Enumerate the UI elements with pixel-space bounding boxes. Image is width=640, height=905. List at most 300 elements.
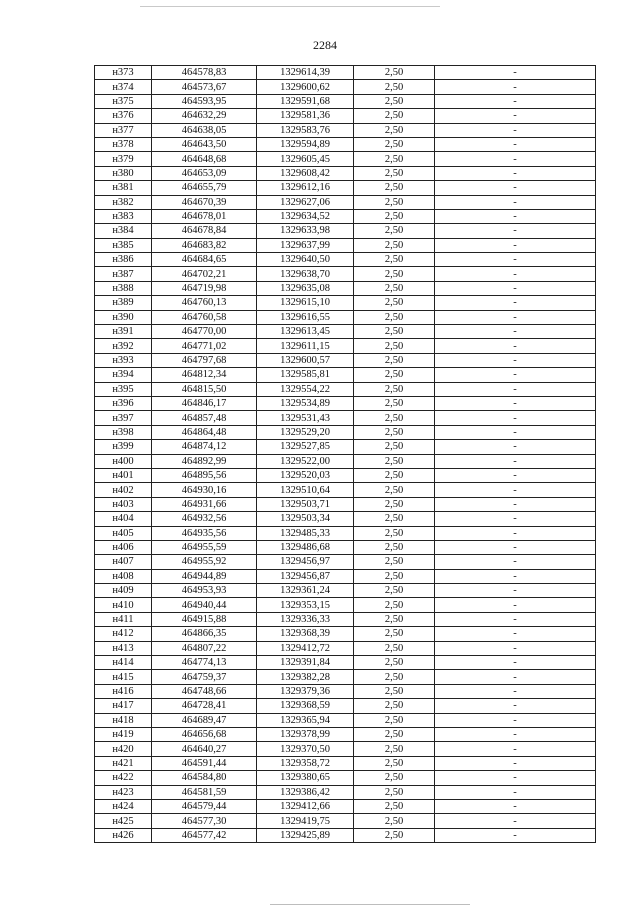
note-cell: - bbox=[435, 253, 596, 267]
table-row bbox=[95, 411, 596, 425]
note-cell: - bbox=[435, 526, 596, 540]
note-cell: - bbox=[435, 713, 596, 727]
note-cell: - bbox=[435, 195, 596, 209]
table-row bbox=[95, 396, 596, 410]
note-cell: - bbox=[435, 569, 596, 583]
y-coordinate-cell: 1329522,00 bbox=[257, 454, 354, 468]
table-row bbox=[95, 799, 596, 813]
table-row bbox=[95, 368, 596, 382]
y-coordinate-cell: 1329600,62 bbox=[257, 80, 354, 94]
x-coordinate-cell: 464812,34 bbox=[152, 368, 257, 382]
precision-cell: 2,50 bbox=[354, 540, 435, 554]
note-cell: - bbox=[435, 540, 596, 554]
point-id-cell: н384 bbox=[95, 224, 152, 238]
table-row bbox=[95, 771, 596, 785]
point-id-cell: н414 bbox=[95, 656, 152, 670]
point-id-cell: н394 bbox=[95, 368, 152, 382]
point-id-cell: н397 bbox=[95, 411, 152, 425]
y-coordinate-cell: 1329380,65 bbox=[257, 771, 354, 785]
y-coordinate-cell: 1329391,84 bbox=[257, 656, 354, 670]
y-coordinate-cell: 1329353,15 bbox=[257, 598, 354, 612]
table-row bbox=[95, 785, 596, 799]
table-row bbox=[95, 569, 596, 583]
precision-cell: 2,50 bbox=[354, 368, 435, 382]
note-cell: - bbox=[435, 166, 596, 180]
table-row bbox=[95, 713, 596, 727]
note-cell: - bbox=[435, 109, 596, 123]
precision-cell: 2,50 bbox=[354, 296, 435, 310]
table-row bbox=[95, 727, 596, 741]
table-row bbox=[95, 181, 596, 195]
table-row bbox=[95, 80, 596, 94]
x-coordinate-cell: 464579,44 bbox=[152, 799, 257, 813]
precision-cell: 2,50 bbox=[354, 814, 435, 828]
precision-cell: 2,50 bbox=[354, 94, 435, 108]
precision-cell: 2,50 bbox=[354, 267, 435, 281]
x-coordinate-cell: 464857,48 bbox=[152, 411, 257, 425]
precision-cell: 2,50 bbox=[354, 627, 435, 641]
precision-cell: 2,50 bbox=[354, 569, 435, 583]
point-id-cell: н373 bbox=[95, 66, 152, 80]
y-coordinate-cell: 1329534,89 bbox=[257, 396, 354, 410]
point-id-cell: н404 bbox=[95, 512, 152, 526]
point-id-cell: н406 bbox=[95, 540, 152, 554]
y-coordinate-cell: 1329368,39 bbox=[257, 627, 354, 641]
y-coordinate-cell: 1329520,03 bbox=[257, 468, 354, 482]
y-coordinate-cell: 1329613,45 bbox=[257, 325, 354, 339]
note-cell: - bbox=[435, 224, 596, 238]
point-id-cell: н413 bbox=[95, 641, 152, 655]
x-coordinate-cell: 464930,16 bbox=[152, 483, 257, 497]
point-id-cell: н409 bbox=[95, 584, 152, 598]
table-row bbox=[95, 512, 596, 526]
table-row bbox=[95, 253, 596, 267]
precision-cell: 2,50 bbox=[354, 641, 435, 655]
note-cell: - bbox=[435, 238, 596, 252]
x-coordinate-cell: 464684,65 bbox=[152, 253, 257, 267]
precision-cell: 2,50 bbox=[354, 468, 435, 482]
x-coordinate-cell: 464689,47 bbox=[152, 713, 257, 727]
point-id-cell: н410 bbox=[95, 598, 152, 612]
y-coordinate-cell: 1329627,06 bbox=[257, 195, 354, 209]
note-cell: - bbox=[435, 440, 596, 454]
y-coordinate-cell: 1329370,50 bbox=[257, 742, 354, 756]
x-coordinate-cell: 464866,35 bbox=[152, 627, 257, 641]
table-row bbox=[95, 440, 596, 454]
point-id-cell: н386 bbox=[95, 253, 152, 267]
precision-cell: 2,50 bbox=[354, 411, 435, 425]
y-coordinate-cell: 1329637,99 bbox=[257, 238, 354, 252]
point-id-cell: н393 bbox=[95, 353, 152, 367]
point-id-cell: н415 bbox=[95, 670, 152, 684]
table-row bbox=[95, 425, 596, 439]
precision-cell: 2,50 bbox=[354, 123, 435, 137]
y-coordinate-cell: 1329510,64 bbox=[257, 483, 354, 497]
y-coordinate-cell: 1329612,16 bbox=[257, 181, 354, 195]
point-id-cell: н401 bbox=[95, 468, 152, 482]
precision-cell: 2,50 bbox=[354, 497, 435, 511]
table-row bbox=[95, 224, 596, 238]
note-cell: - bbox=[435, 425, 596, 439]
y-coordinate-cell: 1329386,42 bbox=[257, 785, 354, 799]
note-cell: - bbox=[435, 497, 596, 511]
note-cell: - bbox=[435, 396, 596, 410]
point-id-cell: н391 bbox=[95, 325, 152, 339]
precision-cell: 2,50 bbox=[354, 325, 435, 339]
note-cell: - bbox=[435, 627, 596, 641]
point-id-cell: н421 bbox=[95, 756, 152, 770]
x-coordinate-cell: 464955,92 bbox=[152, 555, 257, 569]
note-cell: - bbox=[435, 382, 596, 396]
precision-cell: 2,50 bbox=[354, 713, 435, 727]
note-cell: - bbox=[435, 94, 596, 108]
note-cell: - bbox=[435, 454, 596, 468]
point-id-cell: н399 bbox=[95, 440, 152, 454]
precision-cell: 2,50 bbox=[354, 353, 435, 367]
point-id-cell: н423 bbox=[95, 785, 152, 799]
x-coordinate-cell: 464640,27 bbox=[152, 742, 257, 756]
note-cell: - bbox=[435, 339, 596, 353]
precision-cell: 2,50 bbox=[354, 339, 435, 353]
y-coordinate-cell: 1329358,72 bbox=[257, 756, 354, 770]
precision-cell: 2,50 bbox=[354, 771, 435, 785]
note-cell: - bbox=[435, 368, 596, 382]
precision-cell: 2,50 bbox=[354, 656, 435, 670]
point-id-cell: н382 bbox=[95, 195, 152, 209]
x-coordinate-cell: 464678,84 bbox=[152, 224, 257, 238]
precision-cell: 2,50 bbox=[354, 109, 435, 123]
point-id-cell: н420 bbox=[95, 742, 152, 756]
x-coordinate-cell: 464770,00 bbox=[152, 325, 257, 339]
y-coordinate-cell: 1329640,50 bbox=[257, 253, 354, 267]
table-row bbox=[95, 209, 596, 223]
y-coordinate-cell: 1329485,33 bbox=[257, 526, 354, 540]
x-coordinate-cell: 464815,50 bbox=[152, 382, 257, 396]
x-coordinate-cell: 464864,48 bbox=[152, 425, 257, 439]
y-coordinate-cell: 1329379,36 bbox=[257, 684, 354, 698]
precision-cell: 2,50 bbox=[354, 166, 435, 180]
table-row bbox=[95, 382, 596, 396]
x-coordinate-cell: 464935,56 bbox=[152, 526, 257, 540]
x-coordinate-cell: 464955,59 bbox=[152, 540, 257, 554]
x-coordinate-cell: 464846,17 bbox=[152, 396, 257, 410]
y-coordinate-cell: 1329456,97 bbox=[257, 555, 354, 569]
note-cell: - bbox=[435, 483, 596, 497]
point-id-cell: н377 bbox=[95, 123, 152, 137]
point-id-cell: н424 bbox=[95, 799, 152, 813]
point-id-cell: н402 bbox=[95, 483, 152, 497]
precision-cell: 2,50 bbox=[354, 382, 435, 396]
y-coordinate-cell: 1329412,72 bbox=[257, 641, 354, 655]
note-cell: - bbox=[435, 555, 596, 569]
note-cell: - bbox=[435, 684, 596, 698]
note-cell: - bbox=[435, 152, 596, 166]
note-cell: - bbox=[435, 814, 596, 828]
y-coordinate-cell: 1329605,45 bbox=[257, 152, 354, 166]
scan-border-line-top bbox=[140, 6, 440, 7]
note-cell: - bbox=[435, 699, 596, 713]
point-id-cell: н403 bbox=[95, 497, 152, 511]
x-coordinate-cell: 464648,68 bbox=[152, 152, 257, 166]
note-cell: - bbox=[435, 727, 596, 741]
y-coordinate-cell: 1329633,98 bbox=[257, 224, 354, 238]
x-coordinate-cell: 464573,67 bbox=[152, 80, 257, 94]
table-row bbox=[95, 66, 596, 80]
precision-cell: 2,50 bbox=[354, 727, 435, 741]
table-row bbox=[95, 670, 596, 684]
note-cell: - bbox=[435, 468, 596, 482]
table-row bbox=[95, 238, 596, 252]
table-row bbox=[95, 468, 596, 482]
point-id-cell: н407 bbox=[95, 555, 152, 569]
note-cell: - bbox=[435, 209, 596, 223]
y-coordinate-cell: 1329527,85 bbox=[257, 440, 354, 454]
table-row bbox=[95, 310, 596, 324]
table-row bbox=[95, 152, 596, 166]
precision-cell: 2,50 bbox=[354, 828, 435, 842]
precision-cell: 2,50 bbox=[354, 612, 435, 626]
table-row bbox=[95, 742, 596, 756]
note-cell: - bbox=[435, 411, 596, 425]
table-row bbox=[95, 598, 596, 612]
point-id-cell: н387 bbox=[95, 267, 152, 281]
point-id-cell: н376 bbox=[95, 109, 152, 123]
table-row bbox=[95, 325, 596, 339]
note-cell: - bbox=[435, 66, 596, 80]
y-coordinate-cell: 1329531,43 bbox=[257, 411, 354, 425]
coordinates-table bbox=[94, 65, 596, 843]
x-coordinate-cell: 464578,83 bbox=[152, 66, 257, 80]
y-coordinate-cell: 1329419,75 bbox=[257, 814, 354, 828]
y-coordinate-cell: 1329412,66 bbox=[257, 799, 354, 813]
precision-cell: 2,50 bbox=[354, 483, 435, 497]
y-coordinate-cell: 1329365,94 bbox=[257, 713, 354, 727]
y-coordinate-cell: 1329336,33 bbox=[257, 612, 354, 626]
precision-cell: 2,50 bbox=[354, 598, 435, 612]
point-id-cell: н389 bbox=[95, 296, 152, 310]
note-cell: - bbox=[435, 123, 596, 137]
precision-cell: 2,50 bbox=[354, 253, 435, 267]
table-row bbox=[95, 656, 596, 670]
x-coordinate-cell: 464638,05 bbox=[152, 123, 257, 137]
x-coordinate-cell: 464584,80 bbox=[152, 771, 257, 785]
precision-cell: 2,50 bbox=[354, 396, 435, 410]
y-coordinate-cell: 1329591,68 bbox=[257, 94, 354, 108]
table-row bbox=[95, 454, 596, 468]
table-row bbox=[95, 137, 596, 151]
y-coordinate-cell: 1329616,55 bbox=[257, 310, 354, 324]
point-id-cell: н405 bbox=[95, 526, 152, 540]
table-row bbox=[95, 353, 596, 367]
precision-cell: 2,50 bbox=[354, 310, 435, 324]
table-row bbox=[95, 699, 596, 713]
y-coordinate-cell: 1329600,57 bbox=[257, 353, 354, 367]
table-row bbox=[95, 828, 596, 842]
x-coordinate-cell: 464683,82 bbox=[152, 238, 257, 252]
precision-cell: 2,50 bbox=[354, 224, 435, 238]
y-coordinate-cell: 1329456,87 bbox=[257, 569, 354, 583]
y-coordinate-cell: 1329361,24 bbox=[257, 584, 354, 598]
y-coordinate-cell: 1329581,36 bbox=[257, 109, 354, 123]
table-row bbox=[95, 814, 596, 828]
point-id-cell: н398 bbox=[95, 425, 152, 439]
note-cell: - bbox=[435, 512, 596, 526]
x-coordinate-cell: 464759,37 bbox=[152, 670, 257, 684]
x-coordinate-cell: 464774,13 bbox=[152, 656, 257, 670]
x-coordinate-cell: 464577,42 bbox=[152, 828, 257, 842]
note-cell: - bbox=[435, 742, 596, 756]
y-coordinate-cell: 1329382,28 bbox=[257, 670, 354, 684]
point-id-cell: н418 bbox=[95, 713, 152, 727]
y-coordinate-cell: 1329615,10 bbox=[257, 296, 354, 310]
point-id-cell: н392 bbox=[95, 339, 152, 353]
page-number: 2284 bbox=[313, 38, 337, 52]
table-row bbox=[95, 540, 596, 554]
note-cell: - bbox=[435, 137, 596, 151]
precision-cell: 2,50 bbox=[354, 799, 435, 813]
x-coordinate-cell: 464581,59 bbox=[152, 785, 257, 799]
y-coordinate-cell: 1329554,22 bbox=[257, 382, 354, 396]
note-cell: - bbox=[435, 612, 596, 626]
point-id-cell: н426 bbox=[95, 828, 152, 842]
x-coordinate-cell: 464807,22 bbox=[152, 641, 257, 655]
note-cell: - bbox=[435, 267, 596, 281]
point-id-cell: н375 bbox=[95, 94, 152, 108]
y-coordinate-cell: 1329585,81 bbox=[257, 368, 354, 382]
point-id-cell: н408 bbox=[95, 569, 152, 583]
x-coordinate-cell: 464940,44 bbox=[152, 598, 257, 612]
table-row bbox=[95, 526, 596, 540]
x-coordinate-cell: 464953,93 bbox=[152, 584, 257, 598]
point-id-cell: н374 bbox=[95, 80, 152, 94]
precision-cell: 2,50 bbox=[354, 555, 435, 569]
x-coordinate-cell: 464874,12 bbox=[152, 440, 257, 454]
x-coordinate-cell: 464944,89 bbox=[152, 569, 257, 583]
precision-cell: 2,50 bbox=[354, 152, 435, 166]
table-row bbox=[95, 684, 596, 698]
x-coordinate-cell: 464719,98 bbox=[152, 281, 257, 295]
table-row bbox=[95, 296, 596, 310]
y-coordinate-cell: 1329503,71 bbox=[257, 497, 354, 511]
x-coordinate-cell: 464760,58 bbox=[152, 310, 257, 324]
table-row bbox=[95, 756, 596, 770]
x-coordinate-cell: 464932,56 bbox=[152, 512, 257, 526]
y-coordinate-cell: 1329608,42 bbox=[257, 166, 354, 180]
precision-cell: 2,50 bbox=[354, 699, 435, 713]
x-coordinate-cell: 464591,44 bbox=[152, 756, 257, 770]
precision-cell: 2,50 bbox=[354, 756, 435, 770]
table-row bbox=[95, 166, 596, 180]
note-cell: - bbox=[435, 80, 596, 94]
x-coordinate-cell: 464678,01 bbox=[152, 209, 257, 223]
coordinates-table-body bbox=[95, 66, 596, 843]
table-row bbox=[95, 627, 596, 641]
y-coordinate-cell: 1329638,70 bbox=[257, 267, 354, 281]
point-id-cell: н417 bbox=[95, 699, 152, 713]
x-coordinate-cell: 464760,13 bbox=[152, 296, 257, 310]
point-id-cell: н419 bbox=[95, 727, 152, 741]
precision-cell: 2,50 bbox=[354, 440, 435, 454]
x-coordinate-cell: 464632,29 bbox=[152, 109, 257, 123]
y-coordinate-cell: 1329368,59 bbox=[257, 699, 354, 713]
table-row bbox=[95, 267, 596, 281]
point-id-cell: н379 bbox=[95, 152, 152, 166]
precision-cell: 2,50 bbox=[354, 80, 435, 94]
precision-cell: 2,50 bbox=[354, 209, 435, 223]
x-coordinate-cell: 464895,56 bbox=[152, 468, 257, 482]
point-id-cell: н381 bbox=[95, 181, 152, 195]
note-cell: - bbox=[435, 641, 596, 655]
table-row bbox=[95, 109, 596, 123]
table-row bbox=[95, 94, 596, 108]
note-cell: - bbox=[435, 181, 596, 195]
x-coordinate-cell: 464643,50 bbox=[152, 137, 257, 151]
table-row bbox=[95, 483, 596, 497]
point-id-cell: н378 bbox=[95, 137, 152, 151]
note-cell: - bbox=[435, 785, 596, 799]
x-coordinate-cell: 464577,30 bbox=[152, 814, 257, 828]
y-coordinate-cell: 1329634,52 bbox=[257, 209, 354, 223]
note-cell: - bbox=[435, 771, 596, 785]
precision-cell: 2,50 bbox=[354, 512, 435, 526]
point-id-cell: н422 bbox=[95, 771, 152, 785]
table-row bbox=[95, 555, 596, 569]
note-cell: - bbox=[435, 799, 596, 813]
precision-cell: 2,50 bbox=[354, 195, 435, 209]
precision-cell: 2,50 bbox=[354, 526, 435, 540]
note-cell: - bbox=[435, 670, 596, 684]
point-id-cell: н388 bbox=[95, 281, 152, 295]
table-row bbox=[95, 612, 596, 626]
point-id-cell: н383 bbox=[95, 209, 152, 223]
table-row bbox=[95, 641, 596, 655]
precision-cell: 2,50 bbox=[354, 742, 435, 756]
point-id-cell: н416 bbox=[95, 684, 152, 698]
x-coordinate-cell: 464915,88 bbox=[152, 612, 257, 626]
y-coordinate-cell: 1329378,99 bbox=[257, 727, 354, 741]
y-coordinate-cell: 1329486,68 bbox=[257, 540, 354, 554]
precision-cell: 2,50 bbox=[354, 425, 435, 439]
x-coordinate-cell: 464797,68 bbox=[152, 353, 257, 367]
precision-cell: 2,50 bbox=[354, 137, 435, 151]
note-cell: - bbox=[435, 310, 596, 324]
note-cell: - bbox=[435, 598, 596, 612]
point-id-cell: н395 bbox=[95, 382, 152, 396]
note-cell: - bbox=[435, 296, 596, 310]
point-id-cell: н412 bbox=[95, 627, 152, 641]
x-coordinate-cell: 464655,79 bbox=[152, 181, 257, 195]
note-cell: - bbox=[435, 584, 596, 598]
y-coordinate-cell: 1329583,76 bbox=[257, 123, 354, 137]
precision-cell: 2,50 bbox=[354, 181, 435, 195]
table-row bbox=[95, 123, 596, 137]
point-id-cell: н380 bbox=[95, 166, 152, 180]
precision-cell: 2,50 bbox=[354, 66, 435, 80]
point-id-cell: н396 bbox=[95, 396, 152, 410]
precision-cell: 2,50 bbox=[354, 584, 435, 598]
x-coordinate-cell: 464670,39 bbox=[152, 195, 257, 209]
precision-cell: 2,50 bbox=[354, 684, 435, 698]
note-cell: - bbox=[435, 325, 596, 339]
note-cell: - bbox=[435, 281, 596, 295]
point-id-cell: н411 bbox=[95, 612, 152, 626]
table-row bbox=[95, 584, 596, 598]
table-row bbox=[95, 281, 596, 295]
precision-cell: 2,50 bbox=[354, 281, 435, 295]
point-id-cell: н400 bbox=[95, 454, 152, 468]
x-coordinate-cell: 464702,21 bbox=[152, 267, 257, 281]
note-cell: - bbox=[435, 756, 596, 770]
